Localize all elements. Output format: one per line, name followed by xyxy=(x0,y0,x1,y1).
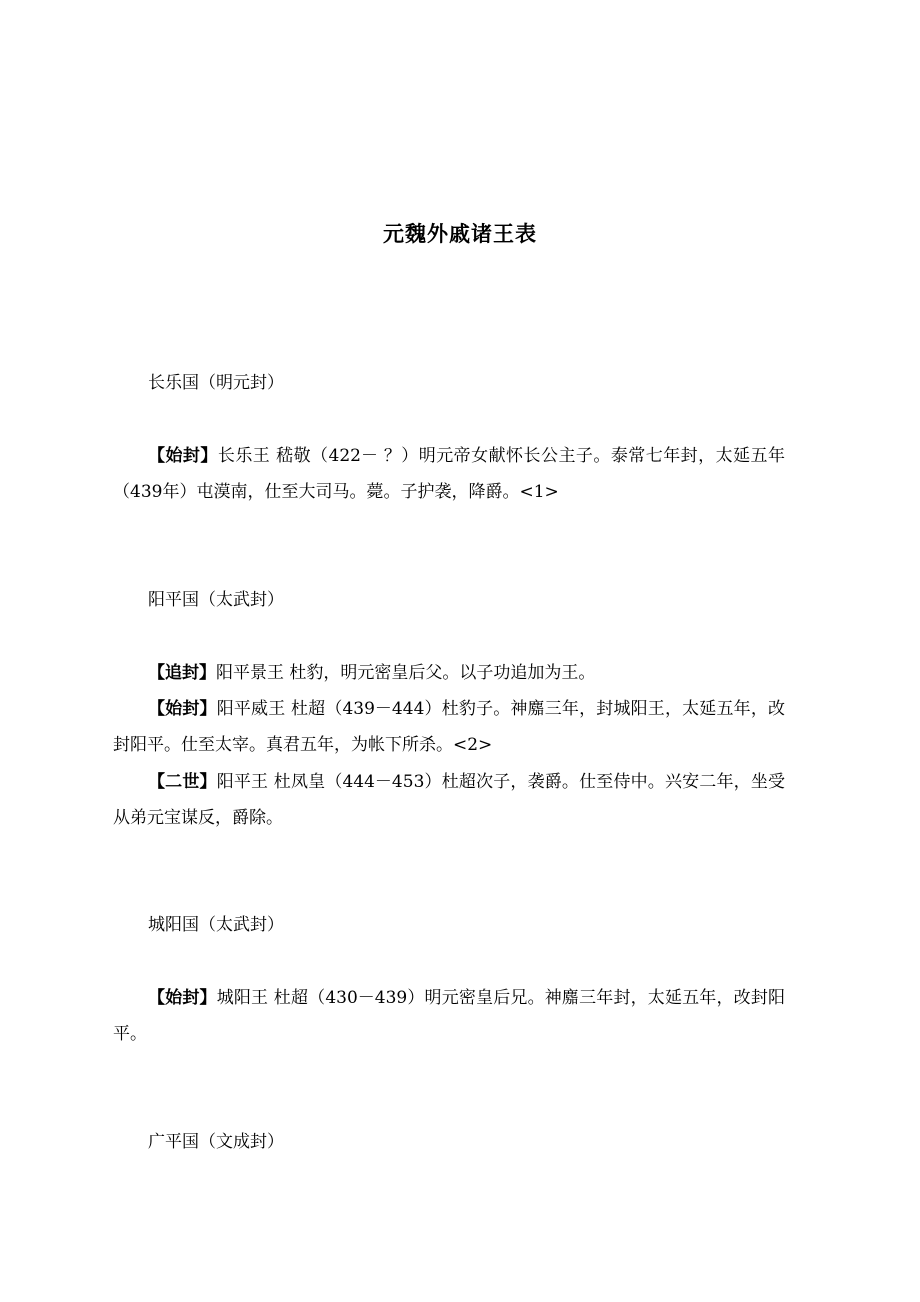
section-heading-changle: 长乐国（明元封） xyxy=(148,373,284,393)
entry-text: 阳平景王 杜豹，明元密皇后父。以子功追加为王。 xyxy=(216,663,596,683)
entry-yangping-zhuifeng xyxy=(113,655,785,691)
entry-tag: 【始封】 xyxy=(148,699,217,719)
entry-tag: 【始封】 xyxy=(148,446,218,466)
entry-chengyang-shifeng xyxy=(113,980,785,1052)
section-heading-guangping: 广平国（文成封） xyxy=(148,1132,284,1152)
section-heading-yangping: 阳平国（太武封） xyxy=(148,590,284,610)
entry-yangping-ershi xyxy=(113,764,785,836)
entry-text: 阳平王 杜凤皇（444－453）杜超次子，袭爵。仕至侍中。兴安二年，坐受从弟元宝谋反，爵除。 xyxy=(113,772,785,828)
entry-tag: 【追封】 xyxy=(148,663,216,683)
entry-yangping-shifeng xyxy=(113,691,785,763)
entry-text: 阳平威王 杜超（439－444）杜豹子。神䴥三年，封城阳王，太延五年，改封阳平。仕至太宰。真君五年，为帐下所杀。<2> xyxy=(113,699,785,755)
entry-changle-shifeng xyxy=(113,438,785,510)
entry-tag: 【二世】 xyxy=(148,772,217,792)
document-title: 元魏外戚诸王表 xyxy=(383,222,537,246)
entry-text: 长乐王 嵇敬（422－ ？）明元帝女献怀长公主子。泰常七年封，太延五年（439年）屯漠南，仕至大司马。薨。子护袭，降爵。<1> xyxy=(113,446,785,502)
entry-tag: 【始封】 xyxy=(148,988,217,1008)
section-heading-chengyang: 城阳国（太武封） xyxy=(148,915,284,935)
entry-text: 城阳王 杜超（430－439）明元密皇后兄。神䴥三年封，太延五年，改封阳平。 xyxy=(113,988,785,1044)
